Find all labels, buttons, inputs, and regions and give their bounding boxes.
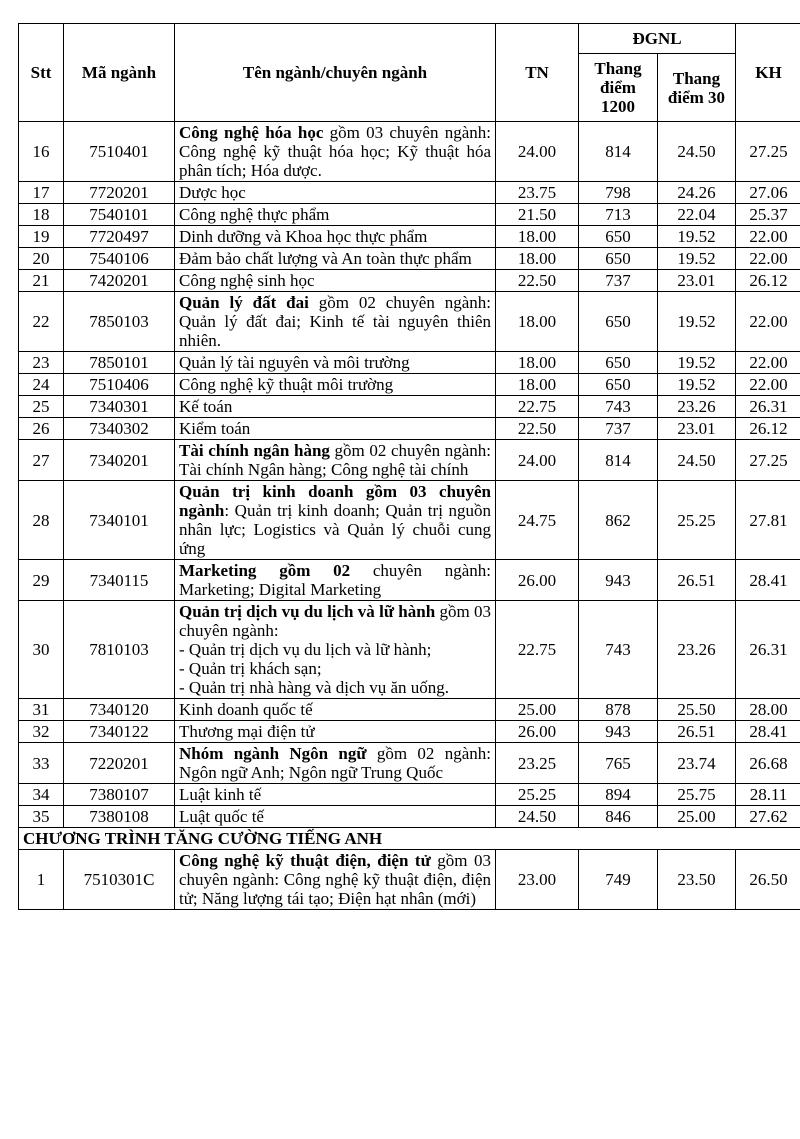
row-name-text: Luật kinh tế: [179, 785, 262, 804]
row-name-text: gồm 02 ngành: Ngôn ngữ Anh; Ngôn ngữ Trung Quốc: [179, 744, 491, 782]
row-score-30: 19.52: [658, 374, 736, 396]
row-name: [175, 481, 496, 560]
row-code: 7850103: [64, 292, 175, 352]
table-row: [19, 850, 800, 910]
row-kh: 28.00: [736, 699, 800, 721]
row-kh: 26.31: [736, 396, 800, 418]
row-code: 7540106: [64, 248, 175, 270]
row-kh: 22.00: [736, 226, 800, 248]
row-name-bold: Quản trị kinh doanh gồm 03 chuyên ngành: [179, 482, 491, 520]
row-name-text: Công nghệ thực phẩm: [179, 205, 330, 224]
row-tn: 18.00: [496, 352, 579, 374]
row-tn: 26.00: [496, 721, 579, 743]
section-title: CHƯƠNG TRÌNH TĂNG CƯỜNG TIẾNG ANH: [19, 828, 800, 850]
row-score-1200: 894: [579, 784, 658, 806]
row-code: 7420201: [64, 270, 175, 292]
row-name-line: - Quản trị dịch vụ du lịch và lữ hành;: [179, 640, 432, 659]
row-score-30: 26.51: [658, 560, 736, 601]
row-kh: 27.06: [736, 182, 800, 204]
row-score-30: 24.50: [658, 122, 736, 182]
table-row: [19, 352, 800, 374]
row-score-1200: 765: [579, 743, 658, 784]
row-kh: 26.12: [736, 418, 800, 440]
table-row: [19, 418, 800, 440]
table-row: [19, 699, 800, 721]
row-score-30: 23.74: [658, 743, 736, 784]
row-kh: 27.62: [736, 806, 800, 828]
row-code: 7340201: [64, 440, 175, 481]
row-code: 7720201: [64, 182, 175, 204]
row-name: [175, 784, 496, 806]
row-kh: 25.37: [736, 204, 800, 226]
row-stt: 19: [19, 226, 64, 248]
row-stt: 17: [19, 182, 64, 204]
section-row: [19, 828, 800, 850]
row-name-text: chuyên ngành: Marketing; Digital Marketing: [179, 561, 492, 599]
row-name: [175, 560, 496, 601]
table-row: [19, 182, 800, 204]
row-score-1200: 737: [579, 418, 658, 440]
row-name-text: Kế toán: [179, 397, 233, 416]
row-score-30: 25.50: [658, 699, 736, 721]
row-stt: 20: [19, 248, 64, 270]
header-code: Mã ngành: [64, 24, 175, 122]
table-row: [19, 374, 800, 396]
row-score-1200: 814: [579, 440, 658, 481]
table-row: [19, 204, 800, 226]
table-row: [19, 226, 800, 248]
row-score-30: 23.26: [658, 396, 736, 418]
row-score-30: 24.50: [658, 440, 736, 481]
row-score-30: 19.52: [658, 352, 736, 374]
row-code: 7510401: [64, 122, 175, 182]
row-code: 7540101: [64, 204, 175, 226]
row-name: [175, 182, 496, 204]
row-name-text: Quản lý tài nguyên và môi trường: [179, 353, 410, 372]
row-kh: 28.41: [736, 560, 800, 601]
row-stt: 25: [19, 396, 64, 418]
table-row: [19, 270, 800, 292]
row-stt: 21: [19, 270, 64, 292]
table-row: [19, 601, 800, 699]
header-scale-1200: Thang điểm 1200: [579, 54, 658, 122]
row-score-1200: 650: [579, 248, 658, 270]
row-tn: 22.75: [496, 396, 579, 418]
row-score-1200: 650: [579, 374, 658, 396]
row-kh: 27.81: [736, 481, 800, 560]
row-name: [175, 226, 496, 248]
row-stt: 23: [19, 352, 64, 374]
table-row: [19, 396, 800, 418]
row-name-text: Đảm bảo chất lượng và An toàn thực phẩm: [179, 249, 472, 268]
row-kh: 26.50: [736, 850, 800, 910]
row-score-30: 19.52: [658, 248, 736, 270]
row-score-1200: 737: [579, 270, 658, 292]
row-tn: 18.00: [496, 374, 579, 396]
table-row: [19, 292, 800, 352]
header-scale-30: Thang điểm 30: [658, 54, 736, 122]
row-score-1200: 846: [579, 806, 658, 828]
header-tn: TN: [496, 24, 579, 122]
row-score-30: 23.50: [658, 850, 736, 910]
row-name-bold: Tài chính ngân hàng: [179, 441, 330, 460]
row-name: [175, 248, 496, 270]
row-score-1200: 798: [579, 182, 658, 204]
row-stt: 29: [19, 560, 64, 601]
row-name: [175, 743, 496, 784]
row-stt: 30: [19, 601, 64, 699]
row-tn: 23.75: [496, 182, 579, 204]
header-stt: Stt: [19, 24, 64, 122]
row-kh: 26.12: [736, 270, 800, 292]
row-stt: 24: [19, 374, 64, 396]
row-name: [175, 601, 496, 699]
row-score-1200: 713: [579, 204, 658, 226]
row-score-30: 23.26: [658, 601, 736, 699]
row-name: [175, 699, 496, 721]
row-name-text: gồm 03 chuyên ngành:: [179, 602, 491, 640]
row-stt: 35: [19, 806, 64, 828]
row-name: [175, 270, 496, 292]
row-name: [175, 374, 496, 396]
row-code: 7220201: [64, 743, 175, 784]
row-name: [175, 292, 496, 352]
table-row: [19, 743, 800, 784]
table-row: [19, 481, 800, 560]
row-name: [175, 806, 496, 828]
table-row: [19, 806, 800, 828]
row-name: [175, 122, 496, 182]
row-score-30: 25.75: [658, 784, 736, 806]
row-code: 7340115: [64, 560, 175, 601]
row-stt: 26: [19, 418, 64, 440]
row-kh: 28.11: [736, 784, 800, 806]
row-code: 7850101: [64, 352, 175, 374]
row-name-line: - Quản trị khách sạn;: [179, 659, 322, 678]
row-name-bold: Marketing gồm 02: [179, 561, 351, 580]
row-score-30: 24.26: [658, 182, 736, 204]
row-name-bold: Quản lý đất đai: [179, 293, 309, 312]
row-name: [175, 440, 496, 481]
row-name-text: Thương mại điện tử: [179, 722, 315, 741]
row-score-1200: 814: [579, 122, 658, 182]
row-tn: 26.00: [496, 560, 579, 601]
row-tn: 18.00: [496, 248, 579, 270]
row-tn: 23.25: [496, 743, 579, 784]
row-code: 7380107: [64, 784, 175, 806]
row-kh: 26.31: [736, 601, 800, 699]
row-kh: 22.00: [736, 248, 800, 270]
row-code: 7340122: [64, 721, 175, 743]
table-row: [19, 784, 800, 806]
header-name: Tên ngành/chuyên ngành: [175, 24, 496, 122]
row-name-text: Kiểm toán: [179, 419, 251, 438]
row-kh: 26.68: [736, 743, 800, 784]
row-name-text: Công nghệ kỹ thuật môi trường: [179, 375, 394, 394]
row-name-text: gồm 02 chuyên ngành: Quản lý đất đai; Kinh tế tài nguyên thiên nhiên.: [179, 293, 491, 350]
row-tn: 18.00: [496, 226, 579, 248]
row-name: [175, 418, 496, 440]
table-row: [19, 440, 800, 481]
row-stt: 18: [19, 204, 64, 226]
row-tn: 24.75: [496, 481, 579, 560]
row-name-bold: Công nghệ kỹ thuật điện, điện tử: [179, 851, 431, 870]
row-name: [175, 352, 496, 374]
row-score-1200: 650: [579, 226, 658, 248]
row-name-text: Dược học: [179, 183, 246, 202]
row-stt: 22: [19, 292, 64, 352]
row-name-text: Luật quốc tế: [179, 807, 264, 826]
row-code: 7720497: [64, 226, 175, 248]
row-code: 7340301: [64, 396, 175, 418]
row-code: 7340120: [64, 699, 175, 721]
admission-score-table: [18, 23, 800, 910]
table-row: [19, 122, 800, 182]
row-tn: 24.00: [496, 440, 579, 481]
table-row: [19, 560, 800, 601]
row-name-text: Công nghệ sinh học: [179, 271, 315, 290]
row-tn: 25.25: [496, 784, 579, 806]
row-stt: 16: [19, 122, 64, 182]
row-tn: 18.00: [496, 292, 579, 352]
row-code: 7510301C: [64, 850, 175, 910]
row-kh: 22.00: [736, 374, 800, 396]
row-score-30: 25.00: [658, 806, 736, 828]
row-code: 7340302: [64, 418, 175, 440]
row-name-bold: Công nghệ hóa học: [179, 123, 324, 142]
row-tn: 24.50: [496, 806, 579, 828]
row-stt: 28: [19, 481, 64, 560]
row-score-30: 26.51: [658, 721, 736, 743]
header-dgnl: ĐGNL: [579, 24, 736, 54]
row-code: 7810103: [64, 601, 175, 699]
row-stt: 34: [19, 784, 64, 806]
row-kh: 27.25: [736, 122, 800, 182]
row-code: 7510406: [64, 374, 175, 396]
row-score-30: 19.52: [658, 292, 736, 352]
row-score-1200: 743: [579, 396, 658, 418]
row-score-1200: 650: [579, 292, 658, 352]
row-stt: 31: [19, 699, 64, 721]
header-kh: KH: [736, 24, 800, 122]
row-code: 7380108: [64, 806, 175, 828]
row-name-text: gồm 02 chuyên ngành: Tài chính Ngân hàng; Công nghệ tài chính: [179, 441, 491, 479]
row-kh: 28.41: [736, 721, 800, 743]
row-score-1200: 878: [579, 699, 658, 721]
row-score-30: 25.25: [658, 481, 736, 560]
row-code: 7340101: [64, 481, 175, 560]
row-name: [175, 850, 496, 910]
row-name-text: : Quản trị kinh doanh; Quản trị nguồn nhân lực; Logistics và Quản lý chuỗi cung ứng: [179, 501, 491, 558]
row-tn: 22.75: [496, 601, 579, 699]
table-row: [19, 721, 800, 743]
row-score-1200: 749: [579, 850, 658, 910]
row-tn: 22.50: [496, 270, 579, 292]
row-name-line: - Quản trị nhà hàng và dịch vụ ăn uống.: [179, 678, 450, 697]
row-name: [175, 204, 496, 226]
row-name-text: Dinh dưỡng và Khoa học thực phẩm: [179, 227, 428, 246]
row-stt: 1: [19, 850, 64, 910]
row-name-bold: Nhóm ngành Ngôn ngữ: [179, 744, 367, 763]
row-score-1200: 650: [579, 352, 658, 374]
table-row: [19, 248, 800, 270]
row-kh: 22.00: [736, 292, 800, 352]
row-score-1200: 943: [579, 560, 658, 601]
row-tn: 24.00: [496, 122, 579, 182]
row-score-1200: 862: [579, 481, 658, 560]
row-tn: 22.50: [496, 418, 579, 440]
row-name: [175, 396, 496, 418]
row-name: [175, 721, 496, 743]
row-kh: 27.25: [736, 440, 800, 481]
row-score-1200: 943: [579, 721, 658, 743]
row-tn: 21.50: [496, 204, 579, 226]
row-stt: 32: [19, 721, 64, 743]
row-score-30: 22.04: [658, 204, 736, 226]
row-name-bold: Quản trị dịch vụ du lịch và lữ hành: [179, 602, 436, 621]
row-stt: 33: [19, 743, 64, 784]
row-name-text: gồm 03 chuyên ngành: Công nghệ kỹ thuật hóa học; Kỹ thuật hóa phân tích; Hóa dược.: [179, 123, 491, 180]
row-name-text: gồm 03 chuyên ngành: Công nghệ kỹ thuật điện, điện tử; Năng lượng tái tạo; Điện hạt nhân (mới): [179, 851, 492, 908]
row-score-30: 19.52: [658, 226, 736, 248]
row-score-30: 23.01: [658, 418, 736, 440]
row-kh: 22.00: [736, 352, 800, 374]
row-tn: 25.00: [496, 699, 579, 721]
row-score-30: 23.01: [658, 270, 736, 292]
row-score-1200: 743: [579, 601, 658, 699]
row-stt: 27: [19, 440, 64, 481]
row-tn: 23.00: [496, 850, 579, 910]
row-name-text: Kinh doanh quốc tế: [179, 700, 313, 719]
